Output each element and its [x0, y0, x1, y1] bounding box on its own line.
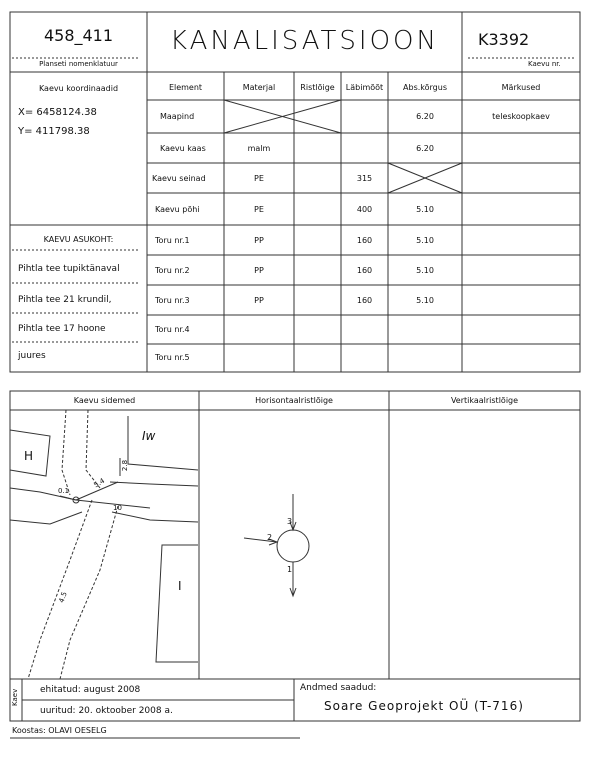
building-label-h: H	[24, 449, 34, 463]
table-cell-element: Toru nr.2	[155, 266, 190, 275]
section-vertical-title: Vertikaalristlõige	[450, 396, 519, 405]
well-caption: Kaevu nr.	[528, 60, 561, 68]
table-cell-element: Toru nr.4	[155, 325, 190, 334]
pipe-label: 2	[267, 533, 273, 542]
table-cell-diameter: 400	[356, 205, 373, 214]
table-cell-material: malm	[247, 144, 271, 153]
table-cell-note: teleskoopkaev	[492, 112, 550, 121]
location-caption: KAEVU ASUKOHT:	[43, 235, 114, 244]
side-label: Kaev	[11, 688, 19, 706]
page-title: KANALISATSIOON	[170, 26, 439, 56]
location-line: Pihtla tee 17 hoone	[18, 324, 106, 334]
coordinates-caption: Kaevu koordinaadid	[38, 84, 119, 93]
table-cell-elevation: 5.10	[416, 236, 434, 245]
col-header-elevation: Abs.kõrgus	[403, 83, 447, 92]
table-cell-material: PP	[254, 266, 264, 275]
established-date: ehitatud: august 2008	[40, 685, 141, 695]
surveyed-date: uuritud: 20. oktoober 2008 a.	[40, 706, 173, 716]
location-line: juures	[18, 351, 46, 361]
sketch-dimension: 10	[113, 504, 122, 512]
compiled-by: Koostas: OLAVI OESELG	[12, 726, 107, 735]
well-number: K3392	[478, 30, 530, 49]
pipe-label: 3	[287, 517, 293, 526]
table-cell-elevation: 5.10	[416, 205, 434, 214]
table-cell-element: Kaevu kaas	[160, 144, 206, 153]
location-line: Pihtla tee tupiktänaval	[18, 264, 120, 274]
table-cell-element: Kaevu põhi	[155, 205, 200, 214]
table-cell-diameter: 160	[356, 296, 373, 305]
table-cell-elevation: 5.10	[416, 266, 434, 275]
sheet-number: 458_411	[43, 26, 114, 45]
table-cell-diameter: 160	[356, 236, 373, 245]
table-cell-material: PP	[254, 236, 264, 245]
table-cell-elevation: 5.10	[416, 296, 434, 305]
data-caption: Andmed saadud:	[300, 683, 377, 693]
location-line: Pihtla tee 21 krundil,	[18, 295, 112, 305]
coordinate-x: X= 6458124.38	[18, 107, 97, 118]
table-cell-material: PE	[254, 205, 264, 214]
pipe-label: 1	[287, 565, 293, 574]
section-links-title: Kaevu sidemed	[73, 396, 136, 405]
table-cell-elevation: 6.20	[416, 112, 434, 121]
table-cell-element: Toru nr.5	[155, 353, 190, 362]
col-header-material: Materjal	[242, 83, 276, 92]
sketch-dimension: 2.8	[121, 459, 130, 472]
table-cell-material: PP	[254, 296, 264, 305]
data-source: Soare Geoprojekt OÜ (T-716)	[324, 699, 524, 713]
sheet-caption: Planseti nomenklatuur	[39, 60, 118, 68]
table-cell-element: Maapind	[160, 112, 195, 121]
col-header-cross: Ristlõige	[300, 83, 335, 92]
building-label-iw: Iw	[142, 429, 156, 443]
col-header-diameter: Läbimõõt	[345, 83, 384, 92]
col-header-notes: Märkused	[501, 83, 541, 92]
table-cell-material: PE	[254, 174, 264, 183]
sketch-dimension: 5.4	[92, 476, 107, 490]
table-cell-element: Kaevu seinad	[152, 174, 206, 183]
table-cell-element: Toru nr.1	[155, 236, 190, 245]
coordinate-y: Y= 411798.38	[18, 126, 90, 137]
table-cell-element: Toru nr.3	[155, 296, 190, 305]
building-label-i: I	[178, 579, 182, 593]
section-horizontal-title: Horisontaalristlõige	[255, 396, 333, 405]
table-cell-diameter: 315	[356, 174, 373, 183]
col-header-element: Element	[168, 83, 203, 92]
sketch-dimension: 4.5	[57, 590, 69, 604]
table-cell-elevation: 6.20	[416, 144, 434, 153]
sketch-dimension: 0.1	[58, 487, 70, 495]
table-cell-diameter: 160	[356, 266, 373, 275]
